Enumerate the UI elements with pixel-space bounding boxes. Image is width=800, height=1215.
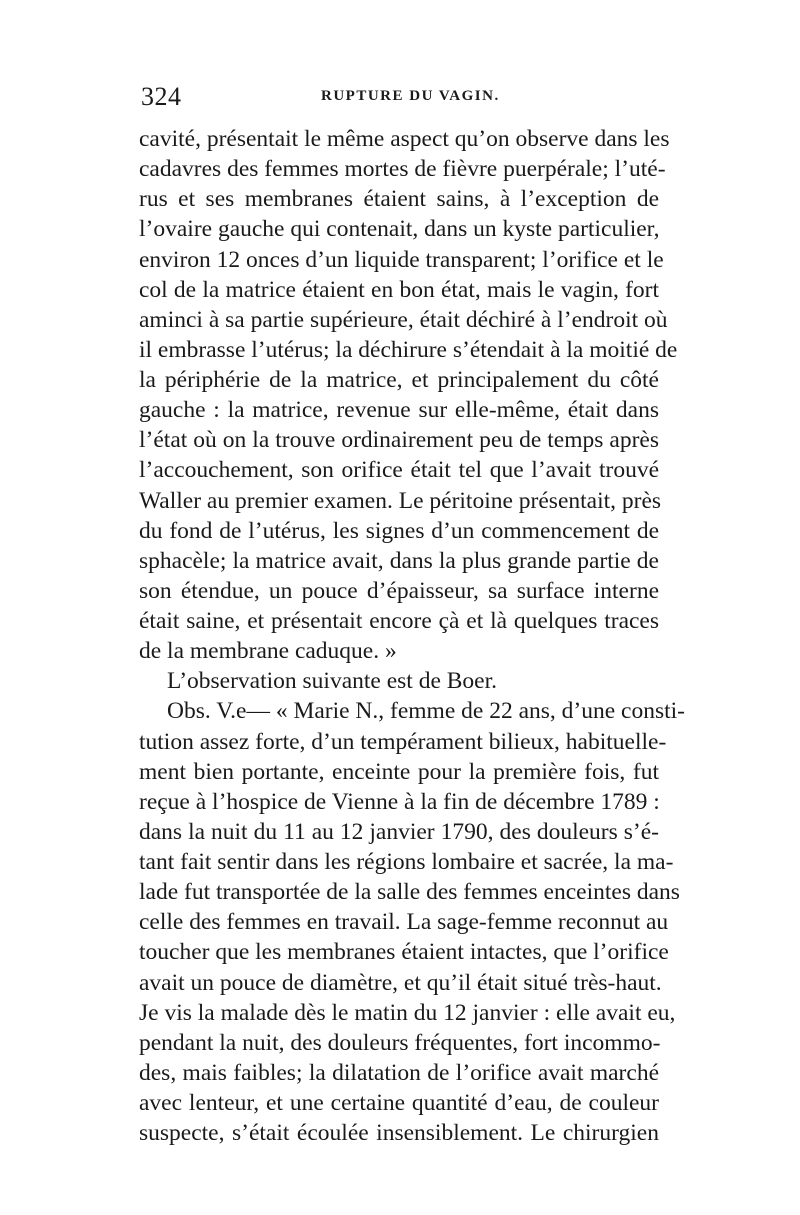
text-line: gauche : la matrice, revenue sur elle-même, était dans bbox=[139, 397, 659, 424]
text-line: l’accouchement, son orifice était tel que l’avait trouvé bbox=[139, 457, 659, 484]
text-line: L’observation suivante est de Boer. bbox=[167, 668, 498, 695]
text-line: du fond de l’utérus, les signes d’un commencement de bbox=[139, 517, 659, 544]
text-line: son étendue, un pouce d’épaisseur, sa surface interne bbox=[139, 577, 659, 604]
text-line: tution assez forte, d’un tempérament bilieux, habituelle- bbox=[139, 728, 667, 755]
text-line: aminci à sa partie supérieure, était déchiré à l’endroit où bbox=[139, 306, 668, 333]
text-line: reçue à l’hospice de Vienne à la fin de décembre 1789 : bbox=[139, 788, 660, 815]
text-line: Je vis la malade dès le matin du 12 janvier : elle avait eu, bbox=[139, 999, 676, 1026]
text-line: cadavres des femmes mortes de fièvre puerpérale; l’uté- bbox=[139, 156, 666, 183]
running-head: RUPTURE DU VAGIN. bbox=[321, 88, 500, 104]
text-line: des, mais faibles; la dilatation de l’orifice avait marché bbox=[139, 1059, 659, 1086]
text-line: celle des femmes en travail. La sage-femme reconnut au bbox=[139, 909, 669, 936]
text-line: la périphérie de la matrice, et principalement du côté bbox=[139, 367, 659, 393]
text-line: lade fut transportée de la salle des femmes enceintes dans bbox=[139, 879, 680, 906]
text-line: avec lenteur, et une certaine quantité d’eau, de couleur bbox=[139, 1090, 659, 1116]
text-line: cavité, présentait le même aspect qu’on observe dans les bbox=[139, 126, 670, 152]
text-line: rus et ses membranes étaient sains, à l’exception de bbox=[139, 186, 659, 213]
text-line: l’ovaire gauche qui contenait, dans un kyste particulier, bbox=[139, 216, 660, 243]
text-line: était saine, et présentait encore çà et là quelques traces bbox=[139, 608, 659, 634]
body-text bbox=[139, 124, 685, 1148]
text-line: il embrasse l’utérus; la déchirure s’étendait à la moitié de bbox=[139, 336, 678, 363]
text-line: pendant la nuit, des douleurs fréquentes, fort incommo- bbox=[139, 1029, 661, 1056]
text-line: toucher que les membranes étaient intactes, que l’orifice bbox=[139, 939, 669, 966]
text-line: sphacèle; la matrice avait, dans la plus grande partie de bbox=[139, 547, 659, 574]
text-line: col de la matrice étaient en bon état, mais le vagin, fort bbox=[139, 276, 659, 303]
text-line: ment bien portante, enceinte pour la première fois, fut bbox=[139, 758, 659, 785]
text-line: avait un pouce de diamètre, et qu’il était situé très-haut. bbox=[139, 969, 662, 996]
text-line: Obs. V.e— « Marie N., femme de 22 ans, d’une consti- bbox=[167, 698, 685, 725]
page-number: 324 bbox=[141, 82, 182, 111]
text-line: l’état où on la trouve ordinairement peu de temps après bbox=[139, 427, 659, 454]
text-line: suspecte, s’était écoulée insensiblement. Le chirurgien bbox=[139, 1120, 659, 1147]
text-line: dans la nuit du 11 au 12 janvier 1790, des douleurs s’é- bbox=[139, 818, 659, 845]
page-header bbox=[141, 82, 661, 116]
text-line: Waller au premier examen. Le péritoine présentait, près bbox=[139, 487, 662, 514]
text-line: tant fait sentir dans les régions lombaire et sacrée, la ma- bbox=[139, 849, 674, 875]
text-line: environ 12 onces d’un liquide transparent; l’orifice et le bbox=[139, 246, 664, 273]
text-line: de la membrane caduque. » bbox=[139, 638, 397, 665]
